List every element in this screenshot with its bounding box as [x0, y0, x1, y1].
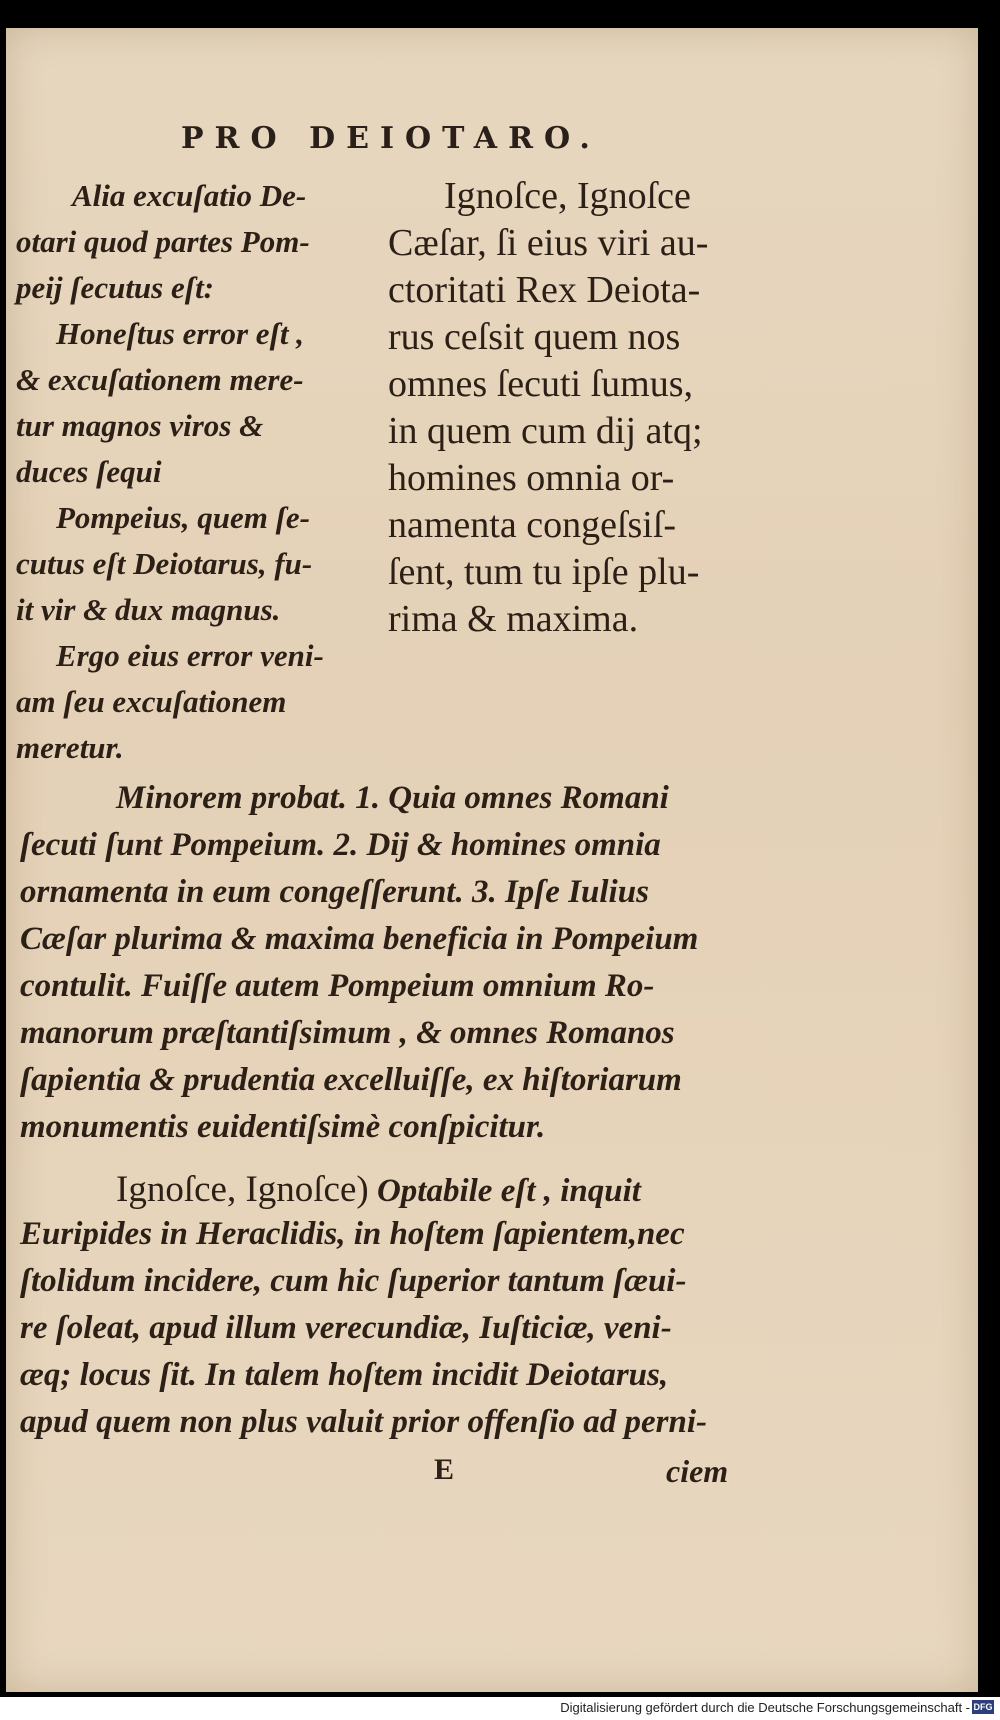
margin-note-line: Pompeius, quem ſe-: [56, 500, 310, 535]
main-text-line: in quem cum dij atq;: [388, 410, 703, 452]
margin-note-line: Honeſtus error eſt ,: [56, 316, 304, 351]
main-text-line: rima & maxima.: [388, 598, 639, 640]
margin-note-line: tur magnos viros &: [16, 408, 264, 443]
commentary-line: Minorem probat. 1. Quia omnes Romani: [116, 780, 669, 816]
commentary-line: [116, 1168, 641, 1211]
main-text-line: Ignoſce, Ignoſce: [444, 175, 691, 217]
main-text-line: namenta congeſsiſ-: [388, 504, 677, 546]
margin-note-line: it vir & dux magnus.: [16, 592, 281, 627]
main-text-line: rus ceſsit quem nos: [388, 316, 681, 358]
commentary-line: ſtolidum incidere, cum hic ſuperior tantum ſæui-: [20, 1263, 687, 1299]
main-text-line: Cæſar, ſi eius viri au-: [388, 222, 709, 264]
main-text-line: ctoritati Rex Deiota-: [388, 269, 701, 311]
lemma: Ignoſce, Ignoſce): [116, 1169, 369, 1210]
running-head: PRO DEIOTARO.: [181, 121, 601, 156]
commentary-line: ſapientia & prudentia excelluiſſe, ex hiſtoriarum: [20, 1062, 682, 1098]
commentary-text: Optabile eſt , inquit: [368, 1173, 641, 1209]
commentary-line: apud quem non plus valuit prior offenſio ad perni-: [20, 1404, 707, 1440]
commentary-line: æq; locus ſit. In talem hoſtem incidit Deiotarus,: [20, 1357, 669, 1393]
main-text-line: ſent, tum tu ipſe plu-: [388, 551, 700, 593]
margin-note-line: duces ſequi: [16, 454, 162, 489]
margin-note-line: otari quod partes Pom-: [16, 224, 310, 259]
commentary-line: ſecuti ſunt Pompeium. 2. Dij & homines omnia: [20, 827, 661, 863]
margin-note-line: & excuſationem mere-: [16, 362, 304, 397]
commentary-line: re ſoleat, apud illum verecundiæ, Iuſticiæ, veni-: [20, 1310, 672, 1346]
margin-note-line: Alia excuſatio De-: [72, 178, 307, 213]
commentary-line: monumentis euidentiſsimè conſpicitur.: [20, 1109, 546, 1145]
catchword: ciem: [666, 1453, 729, 1489]
margin-note-line: peij ſecutus eſt:: [16, 270, 215, 305]
commentary-line: Euripides in Heraclidis, in hoſtem ſapientem,nec: [20, 1216, 685, 1252]
margin-note-line: cutus eſt Deiotarus, fu-: [16, 546, 313, 581]
margin-note-line: meretur.: [16, 730, 124, 765]
commentary-line: contulit. Fuiſſe autem Pompeium omnium Ro-: [20, 968, 655, 1004]
commentary-line: manorum præſtantiſsimum , & omnes Romanos: [20, 1015, 675, 1051]
footer-credit: Digitalisierung gefördert durch die Deutsche Forschungsgemeinschaft -: [560, 1700, 970, 1715]
margin-note-line: Ergo eius error veni-: [56, 638, 324, 673]
commentary-line: Cæſar plurima & maxima beneficia in Pompeium: [20, 921, 699, 957]
margin-note-line: am ſeu excuſationem: [16, 684, 287, 719]
commentary-line: ornamenta in eum congeſſerunt. 3. Ipſe Iulius: [20, 874, 649, 910]
dfg-logo-icon: DFG: [973, 1702, 993, 1712]
book-page: [6, 28, 978, 1692]
main-text-line: omnes ſecuti ſumus,: [388, 363, 694, 405]
main-text-line: homines omnia or-: [388, 457, 675, 499]
signature-mark: E: [434, 1453, 455, 1486]
